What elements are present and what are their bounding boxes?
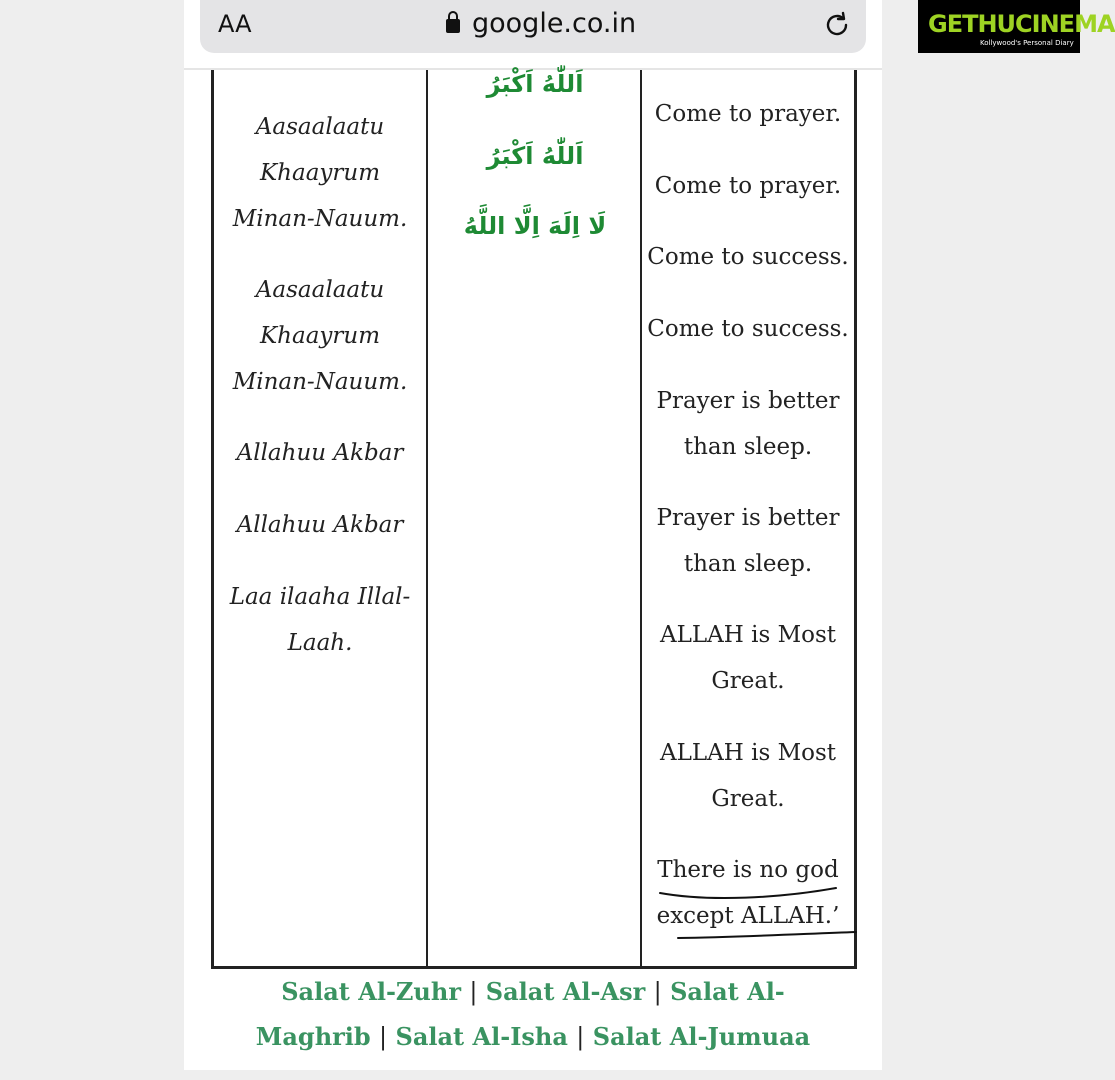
translation-line: Prayer is better: [656, 388, 840, 414]
transliteration-line: Aasaalaatu: [255, 277, 385, 303]
link-separator: |: [379, 1023, 388, 1051]
translation-line: Come to prayer.: [654, 101, 842, 127]
table-divider-1: [426, 70, 428, 969]
link-salat-al-zuhr[interactable]: Salat Al-Zuhr: [281, 977, 461, 1006]
text-size-button[interactable]: AA: [218, 10, 252, 38]
lock-icon: [446, 19, 460, 33]
link-salat-al-isha[interactable]: Salat Al-Isha: [395, 1022, 568, 1051]
translation-line: except ALLAH.’: [656, 903, 840, 929]
prayer-links-line-2: [184, 1014, 882, 1060]
translation-line: Great.: [711, 668, 785, 694]
translation-line: ALLAH is Most: [659, 622, 837, 648]
address-bar[interactable]: [200, 0, 866, 53]
link-separator: |: [576, 1023, 585, 1051]
link-separator: |: [653, 978, 662, 1006]
link-salat-al-maghrib-cont[interactable]: Maghrib: [255, 1022, 371, 1051]
logo-title: GETHUCINEMA: [928, 10, 1115, 38]
translation-line: Come to prayer.: [654, 173, 842, 199]
transliteration-line: Allahuu Akbar: [236, 512, 404, 538]
link-salat-al-maghrib[interactable]: Salat Al-: [670, 977, 785, 1006]
translation-line: Prayer is better: [656, 505, 840, 531]
translation-line: Come to success.: [647, 316, 849, 342]
transliteration-line: Minan-Nauum.: [232, 206, 408, 232]
link-salat-al-asr[interactable]: Salat Al-Asr: [485, 977, 646, 1006]
table-border-right: [854, 70, 857, 969]
transliteration-line: Allahuu Akbar: [236, 440, 404, 466]
transliteration-line: Khaayrum: [259, 323, 381, 349]
transliteration-line: Minan-Nauum.: [232, 369, 408, 395]
transliteration-line: Khaayrum: [259, 160, 381, 186]
arabic-line: اَللّٰهُ اَكْبَرُ: [486, 70, 584, 98]
url-display[interactable]: [446, 8, 636, 39]
logo-tagline: Kollywood's Personal Diary: [980, 39, 1074, 47]
transliteration-line: Laah.: [287, 630, 353, 656]
url-text: google.co.in: [472, 8, 637, 39]
translation-line: than sleep.: [683, 434, 813, 460]
translation-line: Come to success.: [647, 244, 849, 270]
translation-line: than sleep.: [683, 551, 813, 577]
gethucinema-logo: [918, 0, 1115, 53]
arabic-line: لَا اِلَهَ اِلَّا اللَّهُ: [463, 212, 607, 240]
translation-line: Great.: [711, 786, 785, 812]
link-salat-al-jumuaa[interactable]: Salat Al-Jumuaa: [592, 1022, 811, 1051]
arabic-line: اَللّٰهُ اَكْبَرُ: [486, 142, 584, 170]
translation-line: There is no god: [657, 857, 839, 883]
reload-icon[interactable]: [822, 10, 852, 40]
prayer-links: [184, 969, 882, 1015]
transliteration-line: Aasaalaatu: [255, 114, 385, 140]
link-separator: |: [469, 978, 478, 1006]
transliteration-line: Laa ilaaha Illal-: [229, 584, 411, 610]
translation-line: ALLAH is Most: [659, 740, 837, 766]
underline-marks: [640, 880, 870, 950]
